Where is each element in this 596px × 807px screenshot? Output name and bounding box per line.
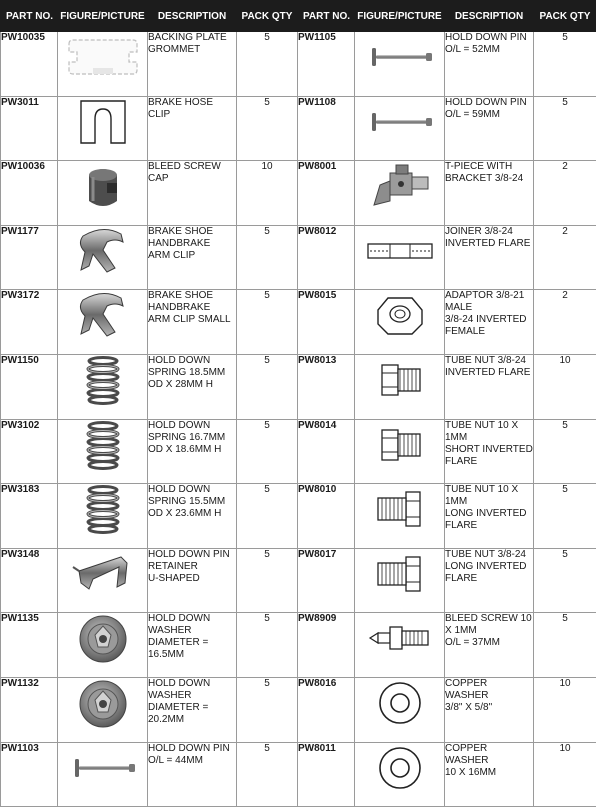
header-figure: FIGURE/PICTURE	[58, 1, 148, 32]
hold-down-pin-picture	[360, 97, 440, 147]
figure-cell	[355, 32, 445, 97]
figure-cell	[355, 161, 445, 226]
joiner-drawing	[360, 226, 440, 276]
tube-nut-long-drawing	[360, 549, 440, 599]
pack-quantity: 5	[534, 96, 596, 161]
arm-clip-picture	[63, 290, 143, 340]
pack-quantity: 5	[237, 225, 298, 290]
part-number: PW1177	[1, 225, 58, 290]
part-number: PW1105	[298, 32, 355, 97]
pack-quantity: 5	[237, 96, 298, 161]
figure-cell	[58, 32, 148, 97]
spring-picture	[63, 484, 143, 534]
pack-quantity: 5	[237, 484, 298, 549]
arm-clip-picture	[63, 226, 143, 276]
part-number: PW3172	[1, 290, 58, 355]
figure-cell	[58, 225, 148, 290]
part-number: PW1135	[1, 613, 58, 678]
pack-quantity: 5	[237, 742, 298, 807]
tube-nut-short-drawing	[360, 420, 440, 470]
copper-washer-drawing	[360, 678, 440, 728]
part-description: BRAKE HOSE CLIP	[148, 96, 237, 161]
header-pack-qty-2: PACK QTY	[534, 1, 596, 32]
part-description: BLEED SCREW 10 X 1MM O/L = 37MM	[445, 613, 534, 678]
table-row	[1, 96, 596, 161]
part-number: PW1108	[298, 96, 355, 161]
table-row	[1, 484, 596, 549]
part-number: PW1103	[1, 742, 58, 807]
adaptor-drawing	[360, 290, 440, 340]
figure-cell	[58, 354, 148, 419]
part-description: TUBE NUT 10 X 1MM LONG INVERTED FLARE	[445, 484, 534, 549]
figure-cell	[58, 677, 148, 742]
part-number: PW1150	[1, 354, 58, 419]
part-number: PW8016	[298, 677, 355, 742]
part-description: COPPER WASHER 3/8" X 5/8"	[445, 677, 534, 742]
figure-cell	[355, 548, 445, 613]
figure-cell	[355, 484, 445, 549]
table-row	[1, 225, 596, 290]
part-description: BLEED SCREW CAP	[148, 161, 237, 226]
table-row	[1, 548, 596, 613]
part-description: TUBE NUT 10 X 1MM SHORT INVERTED FLARE	[445, 419, 534, 484]
part-description: HOLD DOWN WASHER DIAMETER = 20.2MM	[148, 677, 237, 742]
table-row	[1, 742, 596, 807]
figure-cell	[58, 742, 148, 807]
pack-quantity: 5	[534, 548, 596, 613]
part-number: PW8001	[298, 161, 355, 226]
header-row	[1, 1, 596, 32]
part-number: PW1132	[1, 677, 58, 742]
figure-cell	[58, 161, 148, 226]
bleed-screw-drawing	[360, 613, 440, 663]
header-part-no-2: PART NO.	[298, 1, 355, 32]
bleed-cap-picture	[63, 161, 143, 211]
t-piece-picture	[360, 161, 440, 211]
figure-cell	[58, 484, 148, 549]
part-description: BRAKE SHOE HANDBRAKE ARM CLIP	[148, 225, 237, 290]
part-description: HOLD DOWN PIN RETAINER U-SHAPED	[148, 548, 237, 613]
tube-nut-short-drawing	[360, 355, 440, 405]
figure-cell	[58, 419, 148, 484]
header-part-no: PART NO.	[1, 1, 58, 32]
part-number: PW8014	[298, 419, 355, 484]
figure-cell	[355, 742, 445, 807]
part-number: PW10036	[1, 161, 58, 226]
part-number: PW8011	[298, 742, 355, 807]
part-number: PW8909	[298, 613, 355, 678]
part-description: TUBE NUT 3/8-24 LONG INVERTED FLARE	[445, 548, 534, 613]
pack-quantity: 10	[534, 354, 596, 419]
table-row	[1, 290, 596, 355]
part-number: PW8017	[298, 548, 355, 613]
part-description: BACKING PLATE GROMMET	[148, 32, 237, 97]
pack-quantity: 5	[237, 32, 298, 97]
pack-quantity: 10	[534, 742, 596, 807]
pack-quantity: 5	[534, 484, 596, 549]
pack-quantity: 10	[534, 677, 596, 742]
table-row	[1, 161, 596, 226]
retainer-picture	[63, 549, 143, 599]
part-number: PW8010	[298, 484, 355, 549]
hold-down-pin-picture	[63, 743, 143, 793]
figure-cell	[355, 290, 445, 355]
tube-nut-long-drawing	[360, 484, 440, 534]
part-number: PW8012	[298, 225, 355, 290]
part-number: PW3183	[1, 484, 58, 549]
spring-picture	[63, 355, 143, 405]
part-description: JOINER 3/8-24 INVERTED FLARE	[445, 225, 534, 290]
figure-cell	[355, 419, 445, 484]
grommet-picture	[63, 32, 143, 82]
figure-cell	[355, 613, 445, 678]
part-number: PW3148	[1, 548, 58, 613]
pack-quantity: 2	[534, 161, 596, 226]
pack-quantity: 5	[534, 419, 596, 484]
pack-quantity: 5	[237, 354, 298, 419]
part-description: HOLD DOWN PIN O/L = 52MM	[445, 32, 534, 97]
table-row	[1, 613, 596, 678]
figure-cell	[58, 290, 148, 355]
part-number: PW8015	[298, 290, 355, 355]
pack-quantity: 5	[534, 613, 596, 678]
header-description: DESCRIPTION	[148, 1, 237, 32]
part-description: HOLD DOWN WASHER DIAMETER = 16.5MM	[148, 613, 237, 678]
figure-cell	[355, 225, 445, 290]
part-number: PW3011	[1, 96, 58, 161]
part-description: BRAKE SHOE HANDBRAKE ARM CLIP SMALL	[148, 290, 237, 355]
part-description: TUBE NUT 3/8-24 INVERTED FLARE	[445, 354, 534, 419]
table-row	[1, 677, 596, 742]
part-description: HOLD DOWN PIN O/L = 59MM	[445, 96, 534, 161]
hose-clip-drawing	[63, 97, 143, 147]
part-description: HOLD DOWN PIN O/L = 44MM	[148, 742, 237, 807]
part-description: HOLD DOWN SPRING 15.5MM OD X 23.6MM H	[148, 484, 237, 549]
part-number: PW10035	[1, 32, 58, 97]
pack-quantity: 5	[237, 419, 298, 484]
header-description-2: DESCRIPTION	[445, 1, 534, 32]
part-description: COPPER WASHER 10 X 16MM	[445, 742, 534, 807]
table-row	[1, 419, 596, 484]
part-description: T-PIECE WITH BRACKET 3/8-24	[445, 161, 534, 226]
figure-cell	[58, 613, 148, 678]
part-description: ADAPTOR 3/8-21 MALE 3/8-24 INVERTED FEMALE	[445, 290, 534, 355]
cup-washer-picture	[63, 613, 143, 663]
figure-cell	[355, 677, 445, 742]
header-figure-2: FIGURE/PICTURE	[355, 1, 445, 32]
figure-cell	[355, 96, 445, 161]
pack-quantity: 2	[534, 225, 596, 290]
part-number: PW3102	[1, 419, 58, 484]
figure-cell	[355, 354, 445, 419]
cup-washer-picture	[63, 678, 143, 728]
table-row	[1, 354, 596, 419]
pack-quantity: 2	[534, 290, 596, 355]
part-number: PW8013	[298, 354, 355, 419]
pack-quantity: 5	[237, 677, 298, 742]
copper-washer-drawing	[360, 743, 440, 793]
hold-down-pin-picture	[360, 32, 440, 82]
pack-quantity: 5	[237, 290, 298, 355]
pack-quantity: 5	[237, 548, 298, 613]
pack-quantity: 5	[534, 32, 596, 97]
figure-cell	[58, 96, 148, 161]
table-row	[1, 32, 596, 97]
figure-cell	[58, 548, 148, 613]
part-description: HOLD DOWN SPRING 18.5MM OD X 28MM H	[148, 354, 237, 419]
pack-quantity: 5	[237, 613, 298, 678]
pack-quantity: 10	[237, 161, 298, 226]
header-pack-qty: PACK QTY	[237, 1, 298, 32]
part-description: HOLD DOWN SPRING 16.7MM OD X 18.6MM H	[148, 419, 237, 484]
spring-picture	[63, 420, 143, 470]
